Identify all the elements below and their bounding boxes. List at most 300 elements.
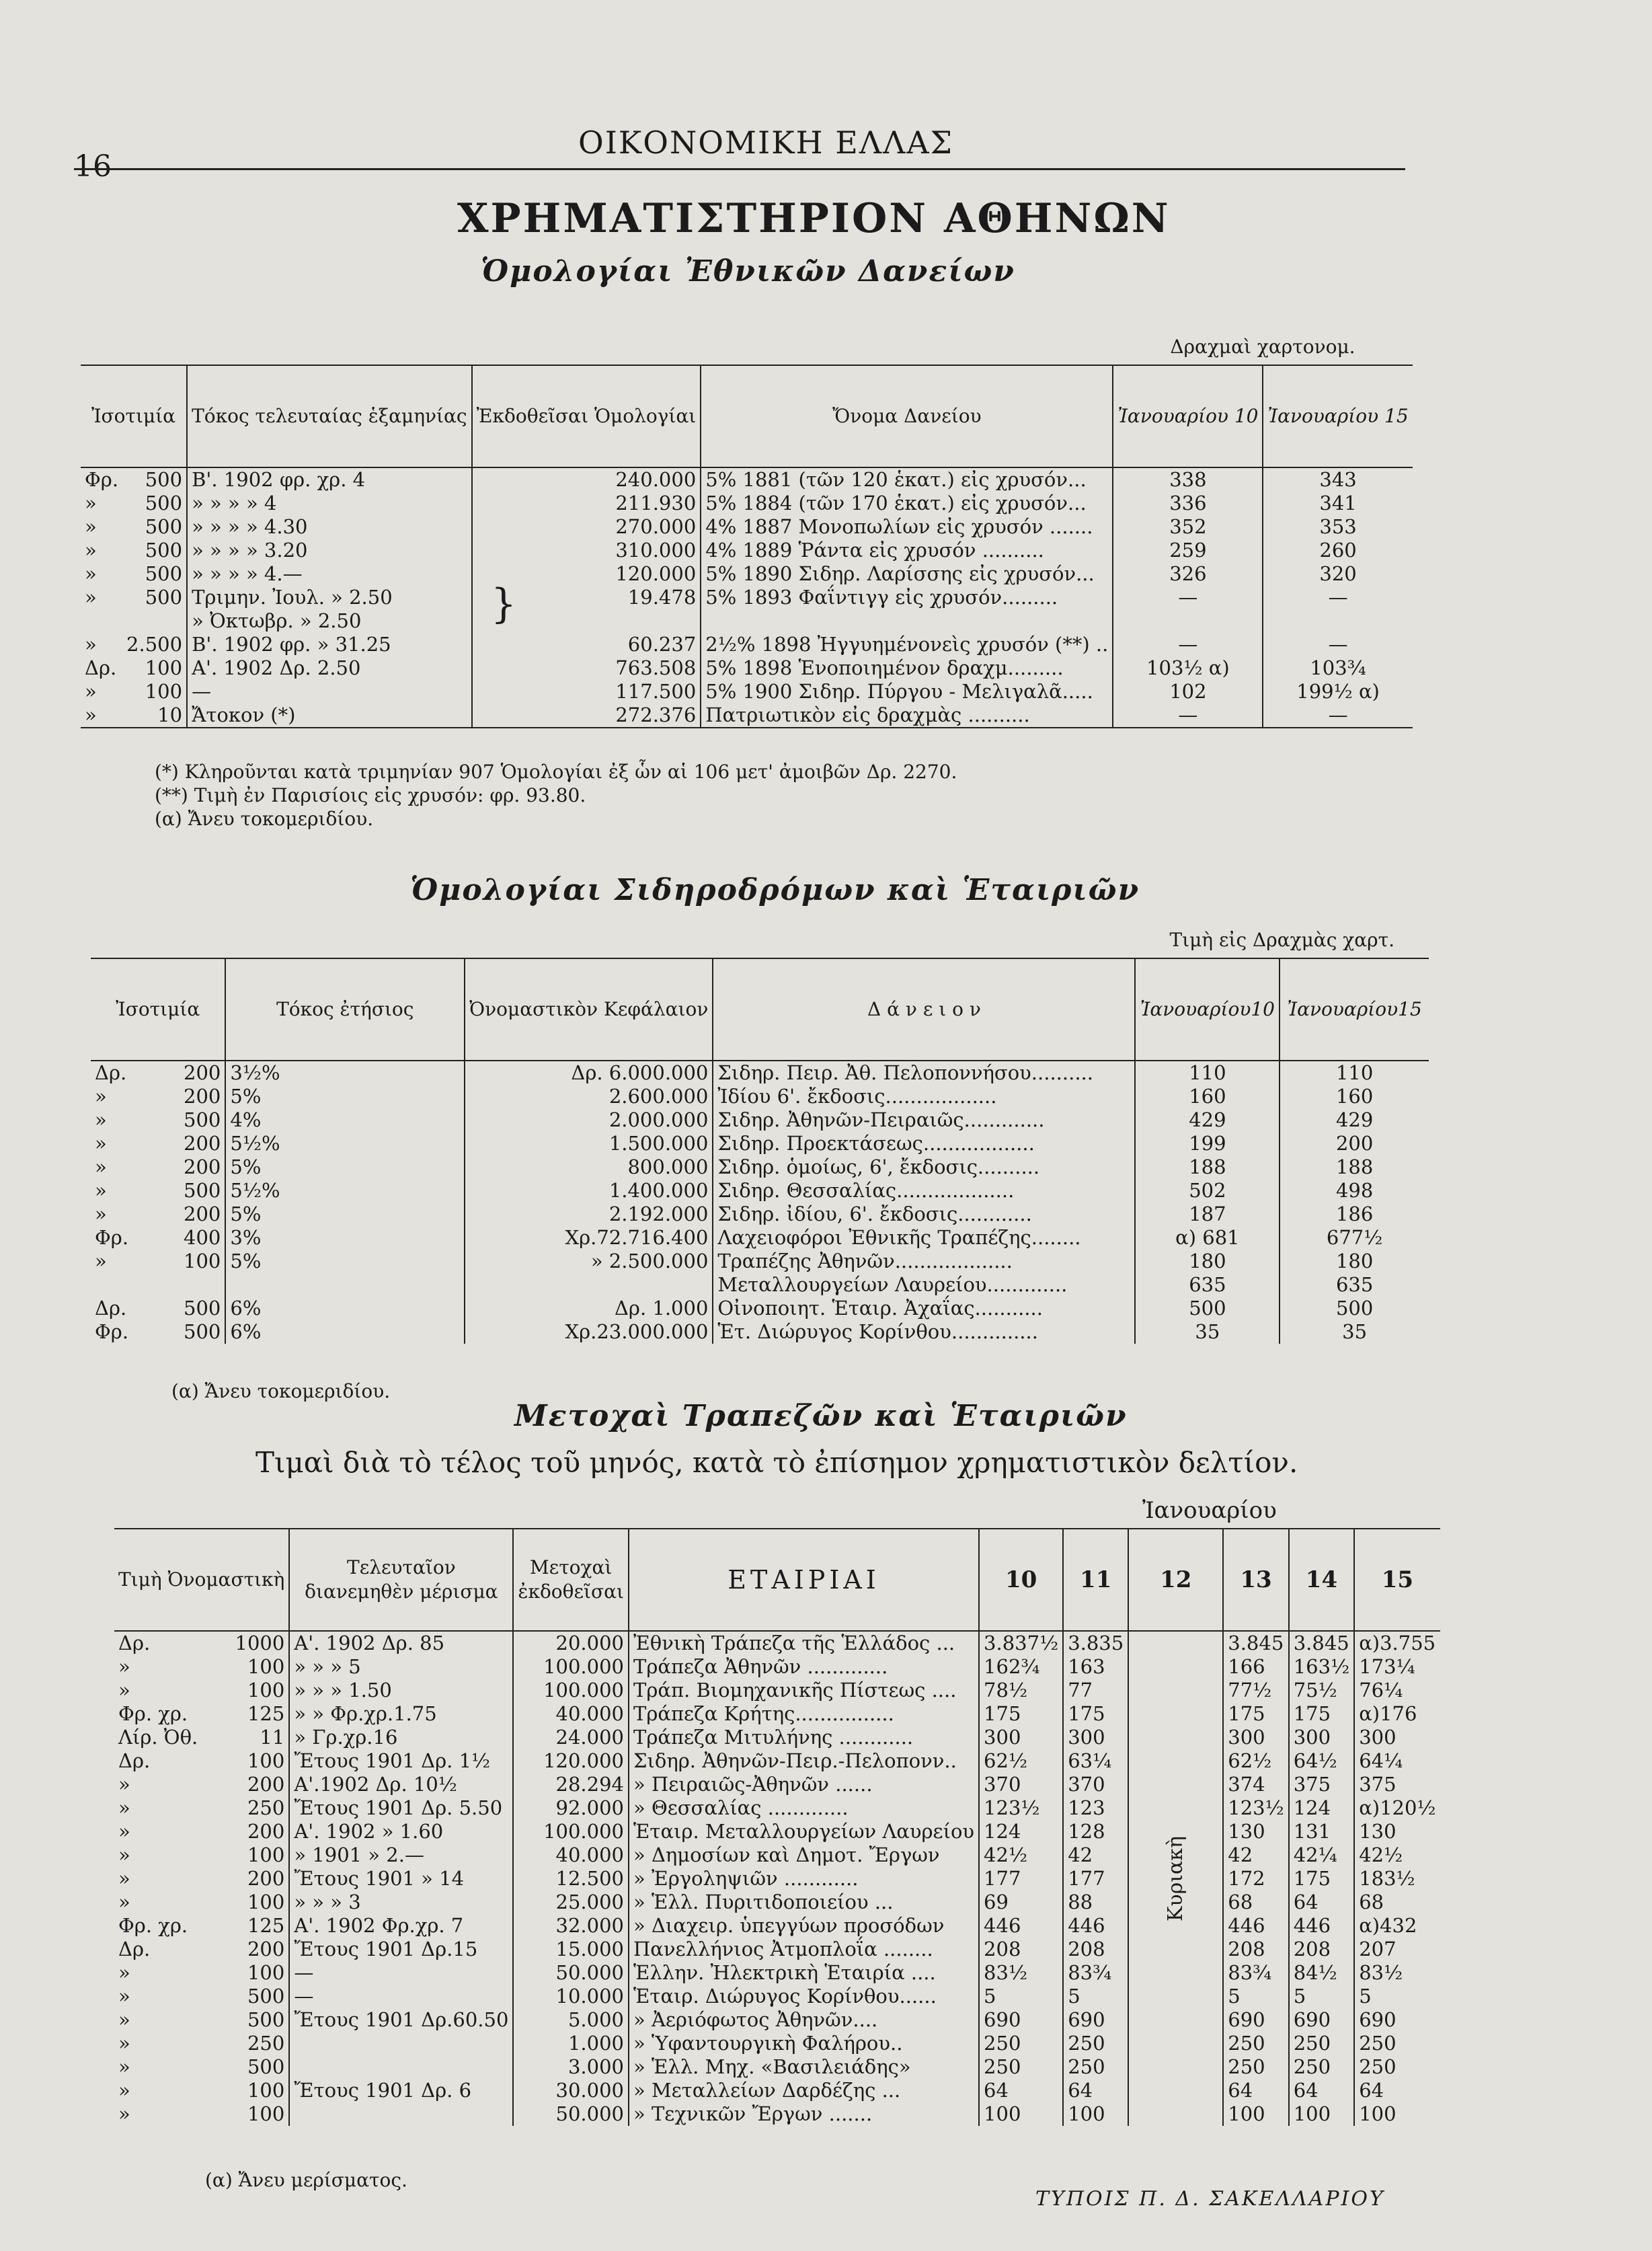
- table-row: [114, 2032, 1440, 2055]
- table-row: [114, 1749, 1440, 1773]
- price-day11-cell: 446: [1063, 1914, 1128, 1938]
- interest-cell: » » » » 3.20: [187, 539, 472, 562]
- shares-issued-cell: 50.000: [513, 1961, 629, 1985]
- price-day13-cell: 130: [1223, 1820, 1288, 1843]
- table-row: [114, 1702, 1440, 1726]
- currency-cell: »: [85, 633, 97, 656]
- price-day15-cell: 690: [1359, 2008, 1397, 2031]
- price-jan15-cell: 677½: [1326, 1226, 1383, 1249]
- company-name-cell: » Δημοσίων καὶ Δημοτ. Ἔργων: [629, 1843, 979, 1867]
- price-jan15-cell: 103¾: [1310, 656, 1366, 679]
- parity-cell: 100: [122, 656, 187, 680]
- price-day10-cell: 69: [979, 1891, 1063, 1914]
- loan-name-cell: Σιδηρ. Θεσσαλίας...................: [713, 1179, 1135, 1203]
- table-row: [81, 633, 1413, 656]
- price-day10-cell: 175: [979, 1702, 1063, 1726]
- company-name-cell: » Τεχνικῶν Ἔργων .......: [629, 2102, 979, 2126]
- header-rule: [74, 168, 1405, 170]
- shares-issued-cell: 100.000: [513, 1655, 629, 1679]
- table-row: [114, 1773, 1440, 1796]
- capital-cell: 2.600.000: [465, 1085, 713, 1108]
- price-day14-cell: 250: [1289, 2032, 1354, 2055]
- price-day13-cell: 100: [1223, 2102, 1288, 2126]
- price-day11-cell: 88: [1063, 1891, 1128, 1914]
- price-day14-cell: 100: [1289, 2102, 1354, 2126]
- section2-title: Ὁμολογίαι Σιδηροδρόμων καὶ Ἑταιριῶν: [410, 873, 1140, 907]
- dividend-cell: Α'.1902 Δρ. 10½: [289, 1773, 513, 1796]
- capital-cell: 1.400.000: [465, 1179, 713, 1203]
- price-jan15-cell: —: [1328, 703, 1348, 726]
- table-row: [91, 1273, 1429, 1297]
- parity-cell: 500: [122, 467, 187, 492]
- note-double-star: (**) Τιμὴ ἐν Παρισίοις εἰς χρυσόν: φρ. 93.80.: [155, 784, 586, 806]
- table-row: [91, 1061, 1429, 1085]
- price-day14-cell: 175: [1289, 1867, 1354, 1891]
- publication-title: ΟΙΚΟΝΟΜΙΚΗ ΕΛΛΑΣ: [578, 124, 954, 161]
- shares-issued-cell: 40.000: [513, 1843, 629, 1867]
- table-row: [114, 1655, 1440, 1679]
- price-day11-cell: 163: [1063, 1655, 1128, 1679]
- currency-cell: »: [118, 1891, 130, 1913]
- price-day15-cell: 76¼: [1359, 1679, 1403, 1702]
- price-day13-cell: 5: [1223, 1985, 1288, 2008]
- col-header-nominal: Τιμὴ Ὀνομαστικὴ: [114, 1529, 289, 1631]
- table-row: [114, 2008, 1440, 2032]
- price-day14-cell: 64: [1289, 2079, 1354, 2102]
- currency-cell: »: [118, 2055, 130, 2078]
- currency-cell: Φρ.: [95, 1226, 129, 1249]
- nominal-cell: 200: [227, 1938, 289, 1961]
- price-day15-cell: 375: [1359, 1773, 1397, 1796]
- parity-cell: 500: [151, 1179, 225, 1203]
- table-row: [81, 586, 1413, 609]
- table-header-row: [114, 1529, 1440, 1631]
- table-group-header-row: [91, 923, 1429, 958]
- nominal-cell: 500: [227, 2008, 289, 2032]
- dividend-cell: Ἔτους 1901 » 14: [289, 1867, 513, 1891]
- price-jan15-cell: 199½ α): [1296, 680, 1380, 703]
- shares-issued-cell: 28.294: [513, 1773, 629, 1796]
- price-day11-cell: 123: [1063, 1796, 1128, 1820]
- price-jan10-cell: 160: [1135, 1085, 1280, 1108]
- currency-cell: Δρ.: [95, 1061, 127, 1084]
- loan-name-cell: 5% 1884 (τῶν 170 ἑκατ.) εἰς χρυσόν...: [701, 492, 1113, 515]
- interest-cell: 5%: [225, 1155, 465, 1179]
- price-day13-cell: 374: [1223, 1773, 1288, 1796]
- price-day10-cell: 250: [979, 2055, 1063, 2079]
- table-row: [114, 1726, 1440, 1749]
- currency-group-header: Δραχμαὶ χαρτονομ.: [1170, 336, 1355, 358]
- price-day13-cell: 123½: [1223, 1796, 1288, 1820]
- price-day11-cell: 128: [1063, 1820, 1128, 1843]
- price-day11-cell: 77: [1063, 1679, 1128, 1702]
- currency-cell: »: [95, 1085, 107, 1108]
- company-name-cell: » Θεσσαλίας .............: [629, 1796, 979, 1820]
- price-day14-cell: 208: [1289, 1938, 1354, 1961]
- nominal-cell: 100: [227, 1655, 289, 1679]
- col-header-jan10: Ἰανουαρίου10: [1135, 958, 1280, 1061]
- interest-cell: Β'. 1902 φρ. » 31.25: [187, 633, 472, 656]
- currency-cell: »: [95, 1108, 107, 1131]
- price-day14-cell: 64½: [1289, 1749, 1354, 1773]
- shares-issued-cell: 100.000: [513, 1820, 629, 1843]
- price-jan15-cell: [1263, 609, 1412, 633]
- shares-issued-cell: 5.000: [513, 2008, 629, 2032]
- price-day10-cell: 62½: [979, 1749, 1063, 1773]
- price-jan10-cell: α) 681: [1135, 1226, 1280, 1250]
- price-day13-cell: 64: [1223, 2079, 1288, 2102]
- company-name-cell: » Μεταλλείων Δαρδέζης ...: [629, 2079, 979, 2102]
- loan-name-cell: 5% 1881 (τῶν 120 ἑκατ.) εἰς χρυσόν...: [701, 467, 1113, 492]
- table-row: [91, 1085, 1429, 1108]
- price-day13-cell: 208: [1223, 1938, 1288, 1961]
- interest-cell: » » » » 4.—: [187, 562, 472, 586]
- table-row: [114, 1843, 1440, 1867]
- loan-name-cell: 4% 1887 Μονοπωλίων εἰς χρυσόν .......: [701, 515, 1113, 539]
- currency-cell: »: [95, 1203, 107, 1225]
- interest-cell: Β'. 1902 φρ. χρ. 4: [187, 467, 472, 492]
- price-day15-cell: 250: [1359, 2032, 1397, 2055]
- nominal-cell: 250: [227, 1796, 289, 1820]
- price-jan15-cell: —: [1328, 633, 1348, 656]
- price-day14-cell: 446: [1289, 1914, 1354, 1938]
- price-jan10-cell: [1113, 609, 1263, 633]
- loan-name-cell: Οἰνοποιητ. Ἑταιρ. Ἀχαΐας...........: [713, 1297, 1135, 1320]
- nominal-cell: 11: [227, 1726, 289, 1749]
- sunday-column: [1128, 1631, 1223, 2126]
- price-jan15-cell: 260: [1319, 539, 1357, 562]
- capital-cell: Χρ.72.716.400: [465, 1226, 713, 1250]
- loan-name-cell: Σιδηρ. Ἀθηνῶν-Πειραιῶς.............: [713, 1108, 1135, 1132]
- dividend-cell: Ἔτους 1901 Δρ. 5.50: [289, 1796, 513, 1820]
- parity-cell: 500: [151, 1320, 225, 1344]
- price-day11-cell: 177: [1063, 1867, 1128, 1891]
- rule-cell: [81, 728, 1413, 742]
- company-name-cell: » Πειραιῶς-Ἀθηνῶν ......: [629, 1773, 979, 1796]
- shares-issued-cell: 92.000: [513, 1796, 629, 1820]
- price-jan10-cell: 336: [1113, 492, 1263, 515]
- price-jan10-cell: 110: [1135, 1061, 1280, 1085]
- col-header-dividend: Τελευταῖον διανεμηθὲν μέρισμα: [289, 1529, 513, 1631]
- price-day10-cell: 690: [979, 2008, 1063, 2032]
- price-day13-cell: 166: [1223, 1655, 1288, 1679]
- parity-cell: 200: [151, 1203, 225, 1226]
- loan-name-cell: Σιδηρ. ἰδίου, 6'. ἔκδοσις............: [713, 1203, 1135, 1226]
- price-day15-cell: 300: [1359, 1726, 1397, 1749]
- issued-cell: 270.000: [472, 515, 701, 539]
- table-row: [91, 1155, 1429, 1179]
- dividend-cell: Α'. 1902 Φρ.χρ. 7: [289, 1914, 513, 1938]
- price-jan10-cell: 326: [1113, 562, 1263, 586]
- company-name-cell: Τράπεζα Ἀθηνῶν .............: [629, 1655, 979, 1679]
- price-day11-cell: 42: [1063, 1843, 1128, 1867]
- company-name-cell: Τράπεζα Κρήτης................: [629, 1702, 979, 1726]
- dividend-cell: » 1901 » 2.—: [289, 1843, 513, 1867]
- price-day14-cell: 42¼: [1289, 1843, 1354, 1867]
- price-day14-cell: 84½: [1289, 1961, 1354, 1985]
- price-day15-cell: 83½: [1359, 1961, 1403, 1984]
- page-number: 16: [74, 149, 112, 184]
- price-day13-cell: 62½: [1223, 1749, 1288, 1773]
- price-day15-cell: 100: [1359, 2102, 1397, 2125]
- price-day15-cell: α)3.755: [1359, 1632, 1436, 1654]
- price-day13-cell: 42: [1223, 1843, 1288, 1867]
- price-day10-cell: 446: [979, 1914, 1063, 1938]
- parity-cell: 10: [122, 703, 187, 728]
- section3-note: (α) Ἄνευ μερίσματος.: [205, 2169, 407, 2191]
- price-day15-cell: α)176: [1359, 1702, 1417, 1725]
- currency-cell: »: [85, 680, 97, 703]
- table-row: [91, 1179, 1429, 1203]
- price-jan15-cell: 200: [1335, 1132, 1374, 1155]
- price-day11-cell: 64: [1063, 2079, 1128, 2102]
- price-day15-cell: 207: [1359, 1938, 1397, 1960]
- table-row: [114, 1867, 1440, 1891]
- shares-issued-cell: 10.000: [513, 1985, 629, 2008]
- table-row: [81, 680, 1413, 703]
- price-day14-cell: 131: [1289, 1820, 1354, 1843]
- price-jan15-cell: 186: [1335, 1203, 1374, 1225]
- price-jan15-cell: 35: [1342, 1320, 1368, 1343]
- price-day15-cell: 250: [1359, 2055, 1397, 2078]
- price-day14-cell: 375: [1289, 1773, 1354, 1796]
- table-row: [114, 1631, 1440, 1655]
- issued-cell: 60.237: [472, 633, 701, 656]
- dividend-cell: Ἔτους 1901 Δρ. 6: [289, 2079, 513, 2102]
- price-day14-cell: 300: [1289, 1726, 1354, 1749]
- shares-rows: [114, 1631, 1440, 2126]
- currency-cell: »: [118, 2032, 130, 2055]
- col-header-day-12: 12: [1128, 1529, 1223, 1631]
- price-day10-cell: 300: [979, 1726, 1063, 1749]
- dividend-cell: » » » 5: [289, 1655, 513, 1679]
- price-jan15-cell: —: [1328, 586, 1348, 609]
- dividend-cell: Α'. 1902 » 1.60: [289, 1820, 513, 1843]
- col-header-companies: ΕΤΑΙΡΙΑΙ: [629, 1529, 979, 1631]
- price-day11-cell: 100: [1063, 2102, 1128, 2126]
- col-header-issued: Ἐκδοθεῖσαι Ὁμολογίαι: [472, 365, 701, 467]
- interest-cell: 6%: [225, 1320, 465, 1344]
- issued-cell: 763.508: [472, 656, 701, 680]
- dividend-cell: Ἔτους 1901 Δρ. 1½: [289, 1749, 513, 1773]
- currency-cell: [91, 1273, 151, 1297]
- price-day10-cell: 78½: [979, 1679, 1063, 1702]
- currency-cell: »: [118, 1867, 130, 1890]
- table-row: [114, 1820, 1440, 1843]
- currency-cell: Δρ.: [118, 1749, 151, 1772]
- dividend-cell: Ἔτους 1901 Δρ.60.50: [289, 2008, 513, 2032]
- price-day13-cell: 250: [1223, 2032, 1288, 2055]
- table-row: [114, 1961, 1440, 1985]
- currency-cell: »: [85, 562, 97, 585]
- price-day13-cell: 300: [1223, 1726, 1288, 1749]
- price-jan15-cell: 341: [1319, 492, 1357, 514]
- issued-cell: 211.930: [472, 492, 701, 515]
- currency-cell: Φρ.: [95, 1320, 129, 1343]
- interest-cell: » » » » 4: [187, 492, 472, 515]
- nominal-cell: 200: [227, 1867, 289, 1891]
- loan-name-cell: Λαχειοφόροι Ἐθνικῆς Τραπέζης........: [713, 1226, 1135, 1250]
- currency-cell: Φρ. χρ.: [118, 1914, 188, 1937]
- currency-cell: Δρ.: [95, 1297, 127, 1320]
- table-row: [114, 1891, 1440, 1914]
- col-header-day-15: 15: [1354, 1529, 1440, 1631]
- interest-cell: Ἄτοκον (*): [187, 703, 472, 728]
- parity-cell: 500: [122, 492, 187, 515]
- price-jan10-cell: 35: [1135, 1320, 1280, 1344]
- currency-cell: »: [85, 539, 97, 562]
- price-jan10-cell: 180: [1135, 1250, 1280, 1273]
- parity-cell: 500: [122, 539, 187, 562]
- col-header-shares-issued: Μετοχαὶ ἐκδοθεῖσαι: [513, 1529, 629, 1631]
- loan-name-cell: Πατριωτικὸν εἰς δραχμὰς ..........: [701, 703, 1113, 728]
- shares-issued-cell: 24.000: [513, 1726, 629, 1749]
- interest-cell: 5½%: [225, 1132, 465, 1155]
- col-header-day-14: 14: [1289, 1529, 1354, 1631]
- shares-issued-cell: 40.000: [513, 1702, 629, 1726]
- parity-cell: 500: [151, 1108, 225, 1132]
- currency-cell: »: [118, 1820, 130, 1843]
- table-row: [114, 1985, 1440, 2008]
- currency-cell: »: [118, 1985, 130, 2008]
- issued-cell: 120.000: [472, 562, 701, 586]
- price-jan15-cell: 160: [1335, 1085, 1374, 1108]
- shares-table: [114, 1493, 1440, 2126]
- price-day10-cell: 64: [979, 2079, 1063, 2102]
- national-loans-table: [81, 330, 1413, 742]
- nominal-cell: 100: [227, 1843, 289, 1867]
- price-day15-cell: 68: [1359, 1891, 1384, 1913]
- nominal-cell: 100: [227, 2102, 289, 2126]
- interest-cell: 4%: [225, 1108, 465, 1132]
- price-jan10-cell: —: [1113, 586, 1263, 609]
- note-star: (*) Κληροῦνται κατὰ τριμηνίαν 907 Ὁμολογίαι ἐξ ὧν αἱ 106 μετ' ἀμοιβῶν Δρ. 2270.: [155, 761, 957, 783]
- currency-cell: »: [118, 2008, 130, 2031]
- dividend-cell: » » » 1.50: [289, 1679, 513, 1702]
- table-group-header-row: [114, 1493, 1440, 1529]
- loan-name-cell: 5% 1890 Σιδηρ. Λαρίσσης εἰς χρυσόν...: [701, 562, 1113, 586]
- table-row: [91, 1250, 1429, 1273]
- parity-cell: [151, 1273, 225, 1297]
- parity-cell: [122, 609, 187, 633]
- table-bottom-rule: [81, 728, 1413, 742]
- nominal-cell: 100: [227, 1679, 289, 1702]
- parity-cell: 200: [151, 1155, 225, 1179]
- currency-cell: »: [95, 1250, 107, 1272]
- currency-cell: »: [85, 703, 97, 726]
- loan-name-cell: Μεταλλουργείων Λαυρείου.............: [713, 1273, 1135, 1297]
- company-name-cell: » Ἑλλ. Μηχ. «Βασιλειάδης»: [629, 2055, 979, 2079]
- table-row: [81, 539, 1413, 562]
- capital-cell: 2.000.000: [465, 1108, 713, 1132]
- capital-cell: Δρ. 6.000.000: [465, 1061, 713, 1085]
- col-header-jan10: Ἰανουαρίου 10: [1113, 365, 1263, 467]
- interest-cell: » » » » 4.30: [187, 515, 472, 539]
- price-day10-cell: 162¾: [979, 1655, 1063, 1679]
- shares-issued-cell: 120.000: [513, 1749, 629, 1773]
- table-row: [81, 656, 1413, 680]
- company-name-cell: Ἑλλην. Ἠλεκτρικὴ Ἑταιρία ....: [629, 1961, 979, 1985]
- price-day15-cell: 183½: [1359, 1867, 1415, 1890]
- price-day11-cell: 250: [1063, 2032, 1128, 2055]
- price-jan10-cell: —: [1113, 703, 1263, 728]
- price-day13-cell: 172: [1223, 1867, 1288, 1891]
- currency-cell: »: [118, 1961, 130, 1984]
- capital-cell: Χρ.23.000.000: [465, 1320, 713, 1344]
- currency-cell: Φρ. χρ.: [118, 1702, 188, 1725]
- price-day14-cell: 3.845: [1289, 1631, 1354, 1655]
- price-day11-cell: 83¾: [1063, 1961, 1128, 1985]
- interest-cell: 5½%: [225, 1179, 465, 1203]
- table-row: [91, 1203, 1429, 1226]
- shares-issued-cell: 12.500: [513, 1867, 629, 1891]
- nominal-cell: 1000: [227, 1631, 289, 1655]
- capital-cell: 800.000: [465, 1155, 713, 1179]
- interest-cell: Τριμην. Ἰουλ. » 2.50: [187, 586, 472, 609]
- price-day14-cell: 690: [1289, 2008, 1354, 2032]
- price-day13-cell: 3.845: [1223, 1631, 1288, 1655]
- price-jan10-cell: 635: [1135, 1273, 1280, 1297]
- currency-cell: »: [118, 2102, 130, 2125]
- price-jan15-cell: 353: [1319, 515, 1357, 538]
- col-header-loan-name: Ὄνομα Δανείου: [701, 365, 1113, 467]
- table-row: [114, 2055, 1440, 2079]
- price-jan10-cell: —: [1113, 633, 1263, 656]
- table-row: [91, 1320, 1429, 1344]
- interest-cell: 5%: [225, 1085, 465, 1108]
- parity-cell: 200: [151, 1061, 225, 1085]
- interest-cell: 3½%: [225, 1061, 465, 1085]
- printer-credit: ΤΥΠΟΙΣ Π. Δ. ΣΑΚΕΛΛΑΡΙΟΥ: [1035, 2187, 1385, 2211]
- nominal-cell: 100: [227, 2079, 289, 2102]
- table-group-header-row: [81, 330, 1413, 365]
- currency-cell: »: [95, 1155, 107, 1178]
- col-header-day-13: 13: [1223, 1529, 1288, 1631]
- currency-cell: Δρ.: [85, 656, 117, 679]
- table-row: [91, 1108, 1429, 1132]
- price-day11-cell: 250: [1063, 2055, 1128, 2079]
- dividend-cell: —: [289, 1985, 513, 2008]
- currency-cell: Λίρ. Ὀθ.: [118, 1726, 198, 1749]
- section3-title: Μετοχαὶ Τραπεζῶν καὶ Ἑταιριῶν: [514, 1399, 1128, 1433]
- price-day10-cell: 5: [979, 1985, 1063, 2008]
- shares-issued-cell: 1.000: [513, 2032, 629, 2055]
- table-row: [81, 562, 1413, 586]
- price-day13-cell: 250: [1223, 2055, 1288, 2079]
- section3-subtitle: Τιμαὶ διὰ τὸ τέλος τοῦ μηνός, κατὰ τὸ ἐπίσημον χρηματιστικὸν δελτίον.: [255, 1446, 1298, 1479]
- table-row: [81, 515, 1413, 539]
- loan-name-cell: [701, 609, 1113, 633]
- loan-name-cell: Ἑτ. Διώρυγος Κορίνθου..............: [713, 1320, 1135, 1344]
- price-day15-cell: 64¼: [1359, 1749, 1403, 1772]
- issued-cell: 272.376: [472, 703, 701, 728]
- currency-cell: »: [118, 1655, 130, 1678]
- currency-cell: Φρ.: [85, 468, 119, 491]
- currency-cell: »: [85, 515, 97, 538]
- dividend-cell: » » Φρ.χρ.1.75: [289, 1702, 513, 1726]
- interest-cell: [225, 1273, 465, 1297]
- price-day14-cell: 75½: [1289, 1679, 1354, 1702]
- price-day10-cell: 83½: [979, 1961, 1063, 1985]
- price-jan15-cell: 188: [1335, 1155, 1374, 1178]
- company-name-cell: Τράπ. Βιομηχανικῆς Πίστεως ....: [629, 1679, 979, 1702]
- price-day10-cell: 100: [979, 2102, 1063, 2126]
- currency-cell: Δρ.: [118, 1938, 151, 1960]
- price-day11-cell: 690: [1063, 2008, 1128, 2032]
- shares-issued-cell: 20.000: [513, 1631, 629, 1655]
- currency-cell: [81, 609, 122, 633]
- parity-cell: 200: [151, 1085, 225, 1108]
